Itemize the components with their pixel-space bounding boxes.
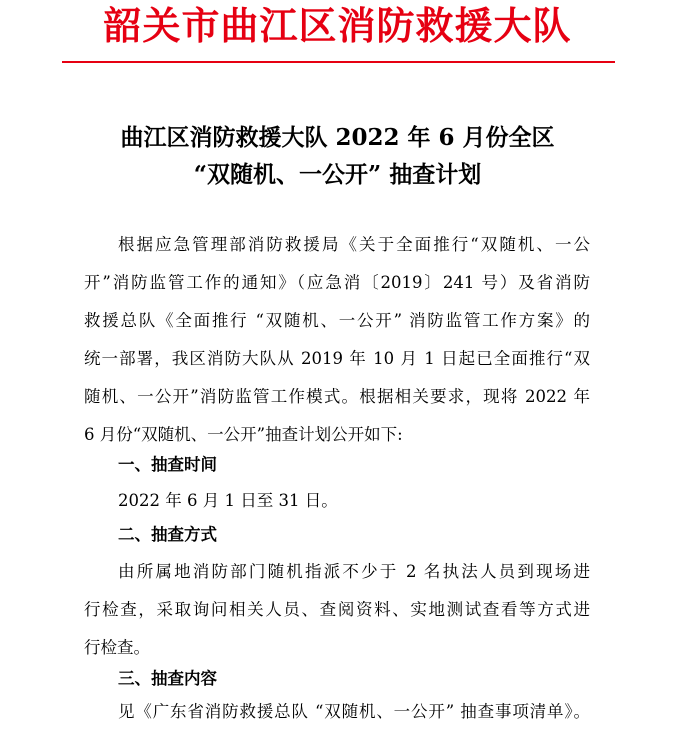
doc-title-line2: “双随机、一公开” 抽查计划 [193, 161, 482, 188]
intro-line: 6 月份“双随机、一公开”抽查计划公开如下: [84, 425, 403, 444]
doc-title-line1: 曲江区消防救援大队 2022 年 6 月份全区 [120, 124, 555, 151]
section-heading: 一、抽查时间 [118, 455, 217, 474]
section-line: 行检查。 [84, 638, 150, 657]
section-heading: 三、抽查内容 [118, 669, 217, 688]
intro-line: 救援总队《全面推行 “双随机、一公开” 消防监管工作方案》的 [84, 311, 590, 330]
intro-line: 统一部署，我区消防大队从 2019 年 10 月 1 日起已全面推行“双 [84, 349, 590, 368]
section-line: 2022 年 6 月 1 日至 31 日。 [118, 491, 338, 510]
section-line: 由所属地消防部门随机指派不少于 2 名执法人员到现场进 [118, 562, 590, 581]
red-divider [62, 61, 615, 63]
intro-line: 随机、一公开”消防监管工作模式。根据相关要求，现将 2022 年 [84, 387, 590, 406]
intro-line: 根据应急管理部消防救援局《关于全面推行“双随机、一公 [118, 235, 590, 254]
section-line: 行检查，采取询问相关人员、查阅资料、实地测试查看等方式进 [84, 600, 590, 619]
intro-line: 开”消防监管工作的通知》（应急消〔2019〕241 号）及省消防 [84, 273, 590, 292]
section-line: 见《广东省消防救援总队 “双随机、一公开” 抽查事项清单》。 [118, 702, 590, 721]
section-heading: 二、抽查方式 [118, 525, 217, 544]
masthead: 韶关市曲江区消防救援大队 [103, 4, 572, 48]
